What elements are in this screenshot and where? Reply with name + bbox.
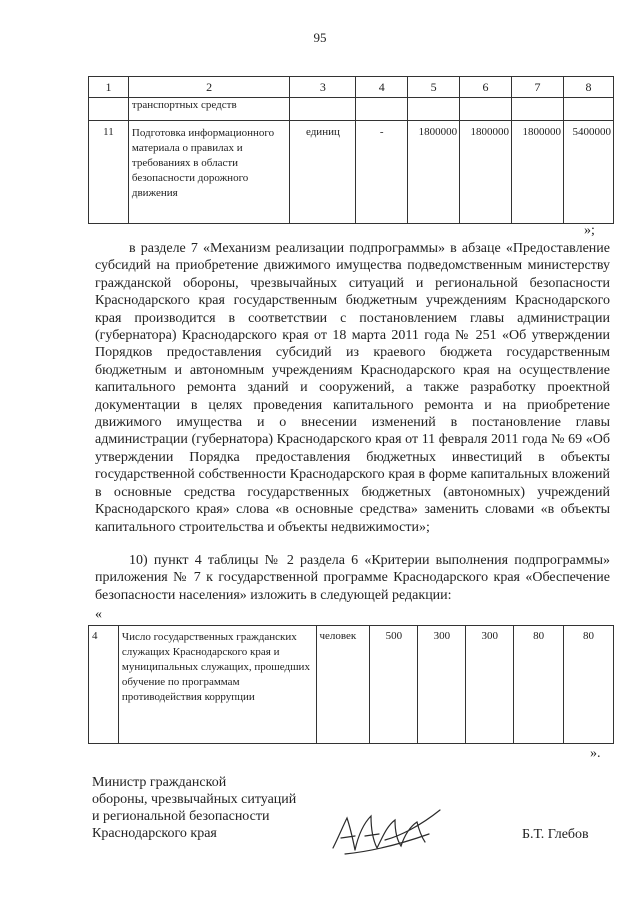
row-value: 1800000	[460, 121, 512, 224]
header-cell: 4	[356, 77, 408, 98]
row-description: Число государственных гражданских служащих Краснодарского края и муниципальных служащих, прошедших обучение по программам противодействия коррупции	[118, 626, 316, 744]
paragraph-section-7: в разделе 7 «Механизм реализации подпрограммы» в абзаце «Предоставление субсидий на приобретение движимого имущества подведомственным министерству гражданской обороны, чрезвычайных ситуаций и региональной безопасности Краснодарского края государственным бюджетным учреждениям Краснодарского края производится в соответствии с постановлением главы администрации (губернатора) Краснодарского края от 18 марта 2011 года № 251 «Об утверждении Порядков предоставления субсидий из краевого бюджета государственным бюджетным и автономным учреждениям Краснодарского края на осуществление капитального ремонта зданий и сооружений, а также разработку проектной документации в целях проведения капитального ремонта и на приобретение движимого имущества и о внесении изменений в постановление главы администрации (губернатора) Краснодарского края от 11 февраля 2011 года № 69 «Об утверждении Порядка предоставления бюджетных инвестиций в объекты государственной собственности Краснодарского края в форме капитальных вложений в основные средства государственных бюджетных (автономных) учреждений Краснодарского края» слова «в основные средства» заменить словами «в объекты капитального строительства и объекты недвижимости»;	[95, 241, 610, 535]
header-cell: 3	[290, 77, 356, 98]
table-cell	[460, 98, 512, 121]
row-value: 80	[564, 626, 614, 744]
table-cell	[89, 98, 129, 121]
signatory-name: Б.Т. Глебов	[522, 827, 589, 842]
row-value: 1800000	[512, 121, 564, 224]
table-header-row	[89, 77, 614, 98]
page-number: 95	[313, 30, 327, 45]
row-value: 500	[370, 626, 418, 744]
signatory-title-line: Краснодарского края	[92, 826, 217, 841]
opening-quote-mark: «	[95, 607, 102, 622]
row-value: 5400000	[563, 121, 613, 224]
row-description: Подготовка информационного материала о правилах и требованиях в области безопасности дорожного движения	[128, 121, 290, 224]
row-dash: -	[356, 121, 408, 224]
signatory-title	[92, 774, 296, 842]
header-cell: 1	[89, 77, 129, 98]
criteria-table	[88, 625, 614, 744]
row-number: 11	[89, 121, 129, 224]
handwritten-signature	[325, 796, 445, 866]
header-cell: 5	[408, 77, 460, 98]
row-value: 1800000	[408, 121, 460, 224]
table-cell	[356, 98, 408, 121]
signatory-title-line: обороны, чрезвычайных ситуаций	[92, 792, 297, 807]
header-cell: 8	[563, 77, 613, 98]
table-row	[89, 626, 614, 744]
table-cell	[408, 98, 460, 121]
row-number: 4	[89, 626, 119, 744]
row-value: 80	[514, 626, 564, 744]
signatory-title-line: Министр гражданской	[92, 775, 227, 790]
row-unit: единиц	[290, 121, 356, 224]
table-cell-desc: транспортных средств	[128, 98, 290, 121]
table-cell	[512, 98, 564, 121]
table-row	[89, 98, 614, 121]
row-value: 300	[418, 626, 466, 744]
closing-quote-mark: »;	[584, 223, 595, 238]
row-value: 300	[466, 626, 514, 744]
paragraph-item-10: 10) пункт 4 таблицы № 2 раздела 6 «Критерии выполнения подпрограммы» приложения № 7 к государственной программе Краснодарского края «Обеспечение безопасности населения» изложить в следующей редакции:	[95, 553, 610, 603]
header-cell: 6	[460, 77, 512, 98]
header-cell: 2	[128, 77, 290, 98]
header-cell: 7	[512, 77, 564, 98]
budget-table	[88, 76, 614, 224]
table-cell	[290, 98, 356, 121]
closing-quote-mark: ».	[590, 746, 601, 761]
signatory-title-line: и региональной безопасности	[92, 809, 270, 824]
row-unit: человек	[316, 626, 370, 744]
table-row	[89, 121, 614, 224]
table-cell	[563, 98, 613, 121]
